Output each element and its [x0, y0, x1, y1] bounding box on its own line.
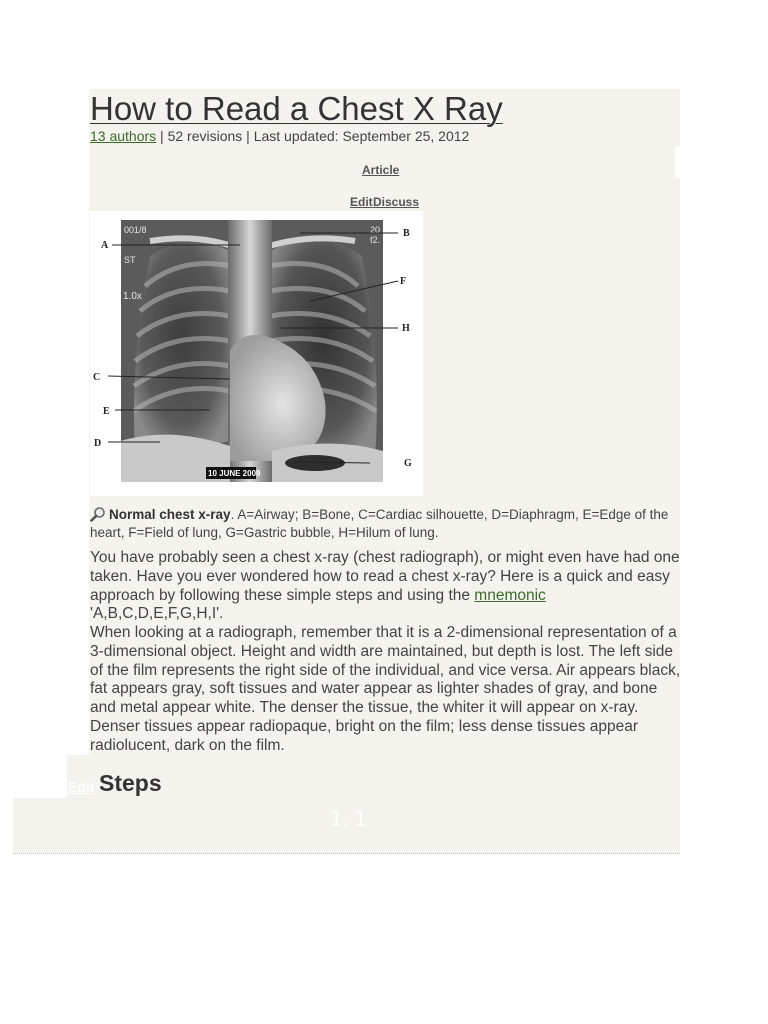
film-marking: ST — [124, 255, 136, 265]
caption-text: . A=Airway; B=Bone, C=Cardiac silhouette, D=Diaphragm, E=Edge of the heart, F=Field of lung, G=Gastric bubble, H=Hilum of lung. — [90, 507, 669, 540]
intro-text-end: 'A,B,C,D,E,F,G,H,I'. — [90, 605, 224, 623]
date-stamp: 10 JUNE 2009 — [208, 469, 261, 478]
label-b: B — [403, 228, 410, 239]
label-a: A — [101, 240, 109, 251]
steps-edit-link[interactable]: Edit — [68, 779, 95, 795]
label-d: D — [94, 438, 102, 449]
mnemonic-link[interactable]: mnemonic — [474, 586, 546, 604]
label-h: H — [402, 323, 410, 334]
article-meta — [90, 128, 469, 144]
figure-caption — [90, 506, 680, 542]
step-number: 1. 1 — [330, 806, 367, 831]
magnify-icon[interactable] — [90, 506, 106, 522]
label-f: F — [400, 276, 407, 287]
side-tab — [675, 146, 689, 178]
chest-xray-image — [90, 211, 423, 496]
revisions-info: | 52 revisions | Last updated: September 25, 2012 — [156, 128, 470, 144]
film-marking: 20 — [370, 225, 381, 235]
authors-link[interactable]: 13 authors — [90, 128, 157, 144]
section-divider — [13, 853, 680, 854]
caption-title: Normal chest x-ray — [109, 507, 231, 522]
label-e: E — [103, 406, 110, 417]
steps-heading: Steps — [99, 770, 162, 796]
intro-paragraph — [90, 549, 682, 624]
radiograph-paragraph: When looking at a radiograph, remember that it is a 2-dimensional representation of a 3-dimensional object. Height and width are maintained, but depth is lost. The left side of the film represents the right side of the individual, and vice versa. Air appears black, fat appears gray, soft tissues and water appear as lighter shades of gray, and bone and metal appear white. The denser the tissue, the whiter it will appear on x-ray. Denser tissues appear radiopaque, bright on the film; less dense tissues appear radiolucent, dark on the film. — [90, 624, 681, 754]
tab-edit[interactable]: Edit — [350, 195, 373, 209]
label-g: G — [404, 458, 412, 469]
tab-discuss[interactable]: Discuss — [373, 195, 420, 209]
intro-text: You have probably seen a chest x-ray (chest radiograph), or might even have had one taken. Have you ever wondered how to read a chest x-ray? Here is a quick and easy approach by following these simple steps and using the — [90, 549, 680, 604]
label-c: C — [93, 372, 101, 383]
film-scale: 1.0x — [123, 291, 142, 302]
film-marking: 001/8 — [124, 225, 147, 235]
film-marking: f2. — [370, 235, 381, 245]
tab-article[interactable]: Article — [362, 163, 400, 177]
page-title: How to Read a Chest X Ray — [90, 90, 503, 127]
